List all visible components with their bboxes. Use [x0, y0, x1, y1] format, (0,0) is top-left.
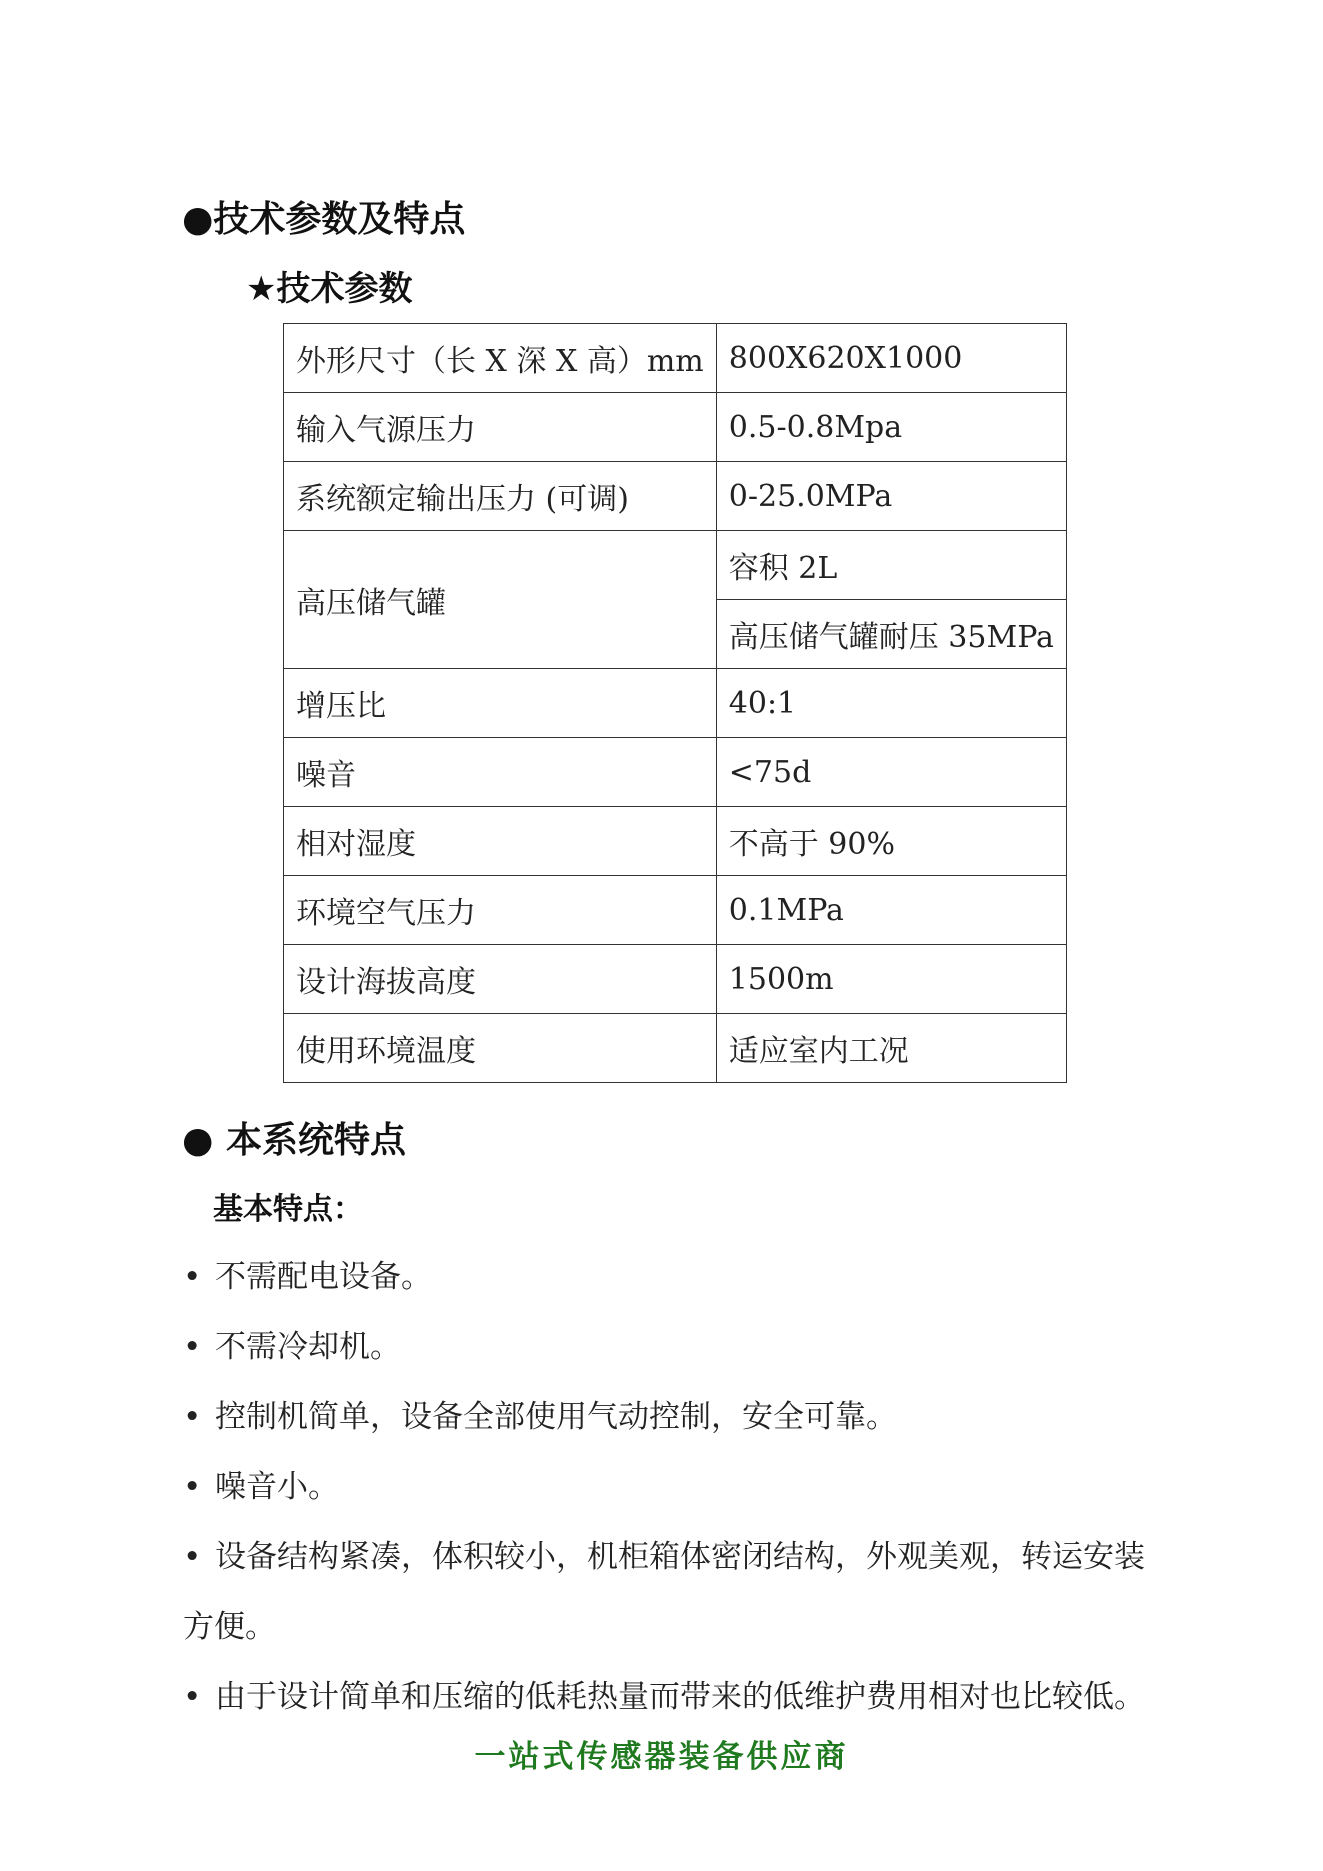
param-value: 适应室内工况	[716, 1014, 1066, 1083]
feature-text: 噪音小。	[215, 1469, 339, 1505]
param-label: 外形尺寸（长 X 深 X 高）mm	[284, 324, 717, 393]
table-row	[284, 1014, 1067, 1083]
table-row	[284, 945, 1067, 1014]
bullet-icon: •	[183, 1399, 202, 1435]
param-value: 800X620X1000	[716, 324, 1066, 393]
param-label: 系统额定输出压力 (可调)	[284, 462, 717, 531]
table-row	[284, 531, 1067, 600]
param-value: 0-25.0MPa	[716, 462, 1066, 531]
bullet-icon: •	[183, 1329, 202, 1365]
feature-text: 由于设计简单和压缩的低耗热量而带来的低维护费用相对也比较低。	[215, 1679, 1145, 1715]
table-row	[284, 462, 1067, 531]
subsection-title: ★技术参数	[246, 269, 413, 309]
list-item	[183, 1675, 1145, 1719]
table-row	[284, 324, 1067, 393]
param-value: 不高于 90%	[716, 807, 1066, 876]
param-value: 0.1MPa	[716, 876, 1066, 945]
section-title: ●技术参数及特点	[182, 199, 466, 240]
table-row	[284, 669, 1067, 738]
features-subtitle: 基本特点：	[213, 1192, 363, 1227]
param-value: 容积 2L	[716, 531, 1066, 600]
feature-text: 不需配电设备。	[215, 1259, 432, 1295]
param-value: 高压储气罐耐压 35MPa	[716, 600, 1066, 669]
param-value: 1500m	[716, 945, 1066, 1014]
table-row	[284, 807, 1067, 876]
param-label: 增压比	[284, 669, 717, 738]
param-label: 噪音	[284, 738, 717, 807]
list-item	[183, 1395, 897, 1439]
footer-slogan: 一站式传感器装备供应商	[474, 1739, 849, 1775]
param-label: 使用环境温度	[284, 1014, 717, 1083]
list-item	[183, 1535, 1145, 1579]
feature-text: 设备结构紧凑，体积较小，机柜箱体密闭结构，外观美观，转运安装	[215, 1539, 1145, 1575]
list-item-continuation: 方便。	[183, 1609, 276, 1645]
table-row	[284, 876, 1067, 945]
param-label: 设计海拔高度	[284, 945, 717, 1014]
parameters-table	[283, 323, 1067, 1083]
param-value: 0.5-0.8Mpa	[716, 393, 1066, 462]
feature-text: 不需冷却机。	[215, 1329, 401, 1365]
list-item	[183, 1465, 339, 1509]
bullet-icon: •	[183, 1539, 202, 1575]
feature-text: 控制机简单，设备全部使用气动控制，安全可靠。	[215, 1399, 897, 1435]
bullet-icon: •	[183, 1679, 202, 1715]
table-row	[284, 738, 1067, 807]
param-value: 40:1	[716, 669, 1066, 738]
param-label: 环境空气压力	[284, 876, 717, 945]
features-title: ● 本系统特点	[182, 1120, 406, 1161]
bullet-icon: •	[183, 1259, 202, 1295]
param-label: 相对湿度	[284, 807, 717, 876]
table-row	[284, 393, 1067, 462]
bullet-icon: •	[183, 1469, 202, 1505]
list-item	[183, 1325, 401, 1369]
param-label: 高压储气罐	[284, 531, 717, 669]
list-item	[183, 1255, 432, 1299]
param-value: <75d	[716, 738, 1066, 807]
param-label: 输入气源压力	[284, 393, 717, 462]
